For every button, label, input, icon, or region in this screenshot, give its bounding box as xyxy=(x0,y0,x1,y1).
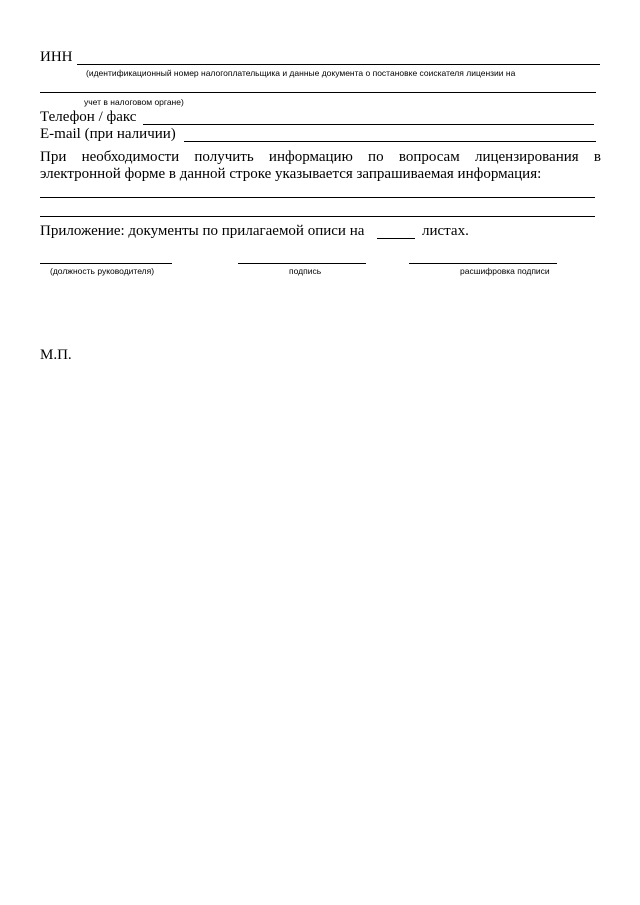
signature-decoding-caption: расшифровка подписи xyxy=(460,266,550,276)
phone-fax-label: Телефон / факс xyxy=(40,109,137,125)
info-paragraph-line-1: При необходимости получить информацию по вопросам лицензирования в xyxy=(40,149,601,165)
attachment-sheet-count-line[interactable] xyxy=(377,238,415,239)
email-input-line[interactable] xyxy=(184,141,596,142)
info-request-line-1[interactable] xyxy=(40,197,595,198)
stamp-place-label: М.П. xyxy=(40,347,72,363)
attachment-text-before: Приложение: документы по прилагаемой описи на xyxy=(40,223,365,239)
inn-continuation-line[interactable] xyxy=(40,92,596,93)
phone-fax-input-line[interactable] xyxy=(143,124,594,125)
inn-caption-line-1: (идентификационный номер налогоплательщика и данные документа о постановке соискателя лицензии на xyxy=(86,68,516,78)
signature-decoding-input-line[interactable] xyxy=(409,263,557,264)
inn-input-line[interactable] xyxy=(77,64,600,65)
signature-caption: подпись xyxy=(289,266,322,276)
signature-input-line[interactable] xyxy=(238,263,366,264)
attachment-text-after: листах. xyxy=(422,223,469,239)
inn-label: ИНН xyxy=(40,49,73,65)
inn-caption-line-2: учет в налоговом органе) xyxy=(84,97,184,107)
position-caption: (должность руководителя) xyxy=(50,266,155,276)
info-request-line-2[interactable] xyxy=(40,216,595,217)
email-label: E-mail (при наличии) xyxy=(40,126,176,142)
info-paragraph-line-2: электронной форме в данной строке указывается запрашиваемая информация: xyxy=(40,166,542,182)
position-input-line[interactable] xyxy=(40,263,172,264)
